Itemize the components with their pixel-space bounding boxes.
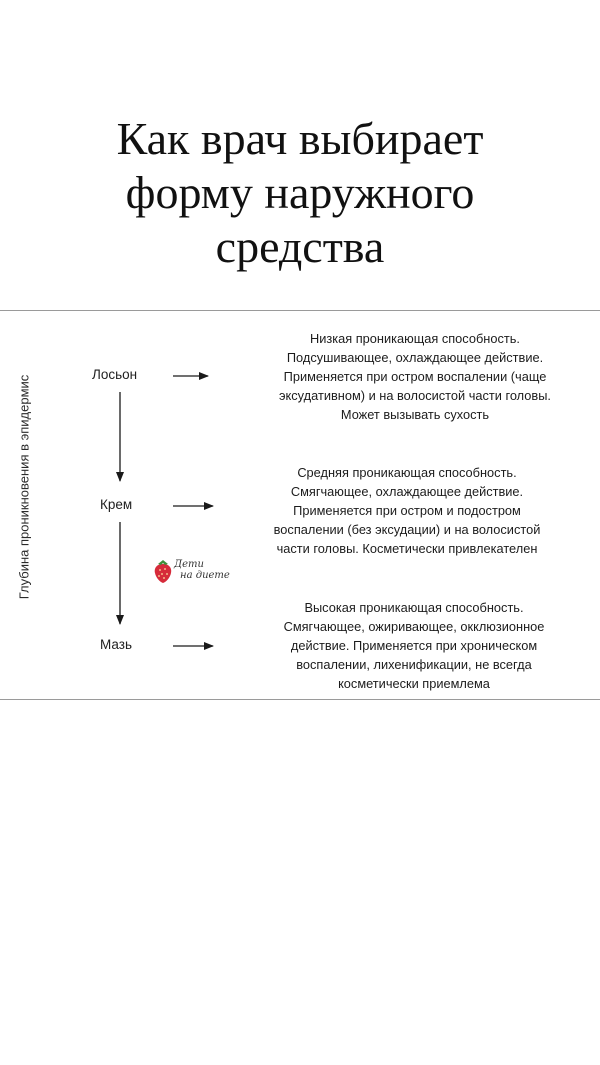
description-line: эксудативном) и на волосистой части головы. (279, 388, 551, 403)
form-label-ointment: Мазь (100, 637, 132, 652)
description-line: воспалении, лихенификации, не всегда (296, 657, 532, 672)
brand-logo-line: на диете (180, 570, 230, 581)
depth-axis-label: Глубина проникновения в эпидермис (16, 374, 32, 600)
brand-logo-text (174, 559, 230, 581)
description-ointment (244, 598, 584, 693)
description-line: действие. Применяется при хроническом (290, 638, 538, 653)
form-label-cream: Крем (100, 497, 133, 512)
title-line: Как врач выбирает (116, 113, 484, 164)
description-line: Высокая проникающая способность. (304, 600, 524, 615)
description-lotion (245, 329, 585, 424)
form-label-lotion: Лосьон (92, 367, 138, 382)
description-line: Средняя проникающая способность. (297, 465, 517, 480)
description-cream (237, 463, 577, 558)
description-line: Смягчающее, ожиривающее, окклюзионное (283, 619, 545, 634)
description-line: части головы. Косметически привлекателен (276, 541, 538, 556)
description-line: Может вызывать сухость (340, 407, 490, 422)
strawberry-icon (152, 558, 174, 584)
description-line: Смягчающее, охлаждающее действие. (290, 484, 524, 499)
description-line: Применяется при остром воспалении (чаще (283, 369, 547, 384)
title-line: форму наружного (125, 167, 475, 218)
brand-logo (152, 558, 232, 586)
description-line: Низкая проникающая способность. (310, 331, 520, 346)
description-line: воспалении (без эксудации) и на волосистой (273, 522, 541, 537)
description-line: Применяется при остром и подостром (293, 503, 521, 518)
title-line: средства (215, 221, 385, 272)
description-line: косметически приемлема (338, 676, 490, 691)
brand-logo-line: Дети (174, 559, 204, 570)
description-line: Подсушивающее, охлаждающее действие. (286, 350, 544, 365)
